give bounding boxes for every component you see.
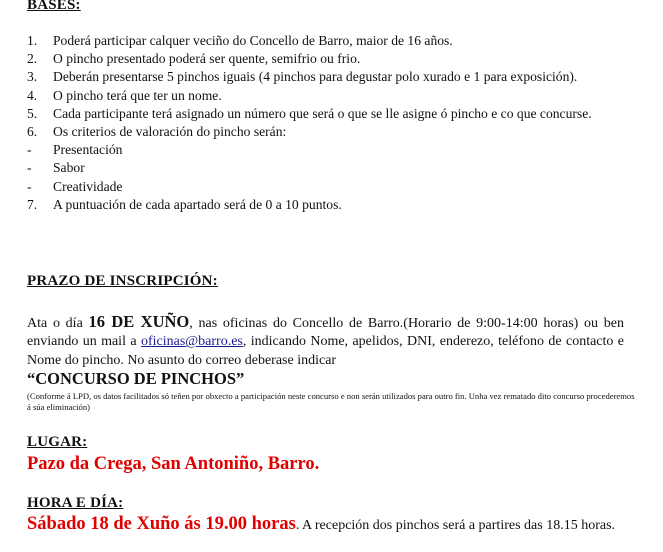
- bases-item: 5. Cada participante terá asignado un número que será o que se lle asigne ó pincho e co que concurse.: [27, 105, 592, 121]
- event-time-paragraph: Sábado 18 de Xuño ás 19.00 horas. A recepción dos pinchos será a partires das 18.15 horas.: [27, 514, 616, 534]
- bases-item: 3. Deberán presentarse 5 pinchos iguais (4 pinchos para degustar polo xurado e 1 para exposición).: [27, 69, 578, 85]
- criteria-item: - Creatividade: [27, 178, 123, 194]
- contest-subject: “CONCURSO DE PINCHOS”: [27, 369, 245, 388]
- lugar-heading: LUGAR:: [27, 434, 88, 450]
- bases-item: 7. A puntuación de cada apartado será de 0 a 10 puntos.: [27, 196, 342, 212]
- deadline-date: 16 DE XUÑO: [88, 312, 190, 331]
- hora-heading: HORA E DÍA:: [27, 495, 124, 511]
- event-place: Pazo da Crega, San Antoniño, Barro.: [27, 454, 320, 474]
- bases-item: 2. O pincho presentado poderá ser quente, semifrio ou frio.: [27, 51, 361, 67]
- event-datetime: Sábado 18 de Xuño ás 19.00 horas: [27, 514, 296, 534]
- prazo-heading: PRAZO DE INSCRIPCIÓN:: [27, 273, 218, 289]
- bases-item: 4. O pincho terá que ter un nome.: [27, 87, 222, 103]
- criteria-item: - Presentación: [27, 142, 123, 158]
- bases-item: 1. Poderá participar calquer veciño do Concello de Barro, maior de 16 años.: [27, 33, 453, 48]
- email-link[interactable]: oficinas@barro.es: [140, 334, 243, 350]
- prazo-paragraph: Ata o día 16 DE XUÑO, nas oficinas do Concello de Barro.(Horario de 9:00-14:00 horas) ou ben enviando un mail a oficinas@barro.es, indicando Nome, apelidos, DNI, enderezo, teléfono de contacto e Nome do pincho. No asunto do correo deberase indicar: [27, 312, 625, 368]
- bases-heading: BASES:: [27, 0, 81, 13]
- criteria-item: - Sabor: [27, 160, 85, 176]
- privacy-note: (Conforme á LPD, os datos facilitados só teñen por obxecto a participación neste concurso e non serán utilizados para outro fin. Unha vez rematado dito concurso procederemos á súa eliminación): [27, 391, 635, 412]
- bases-item: 6. Os criterios de valoración do pincho serán:: [27, 124, 287, 140]
- bases-list: [27, 32, 637, 214]
